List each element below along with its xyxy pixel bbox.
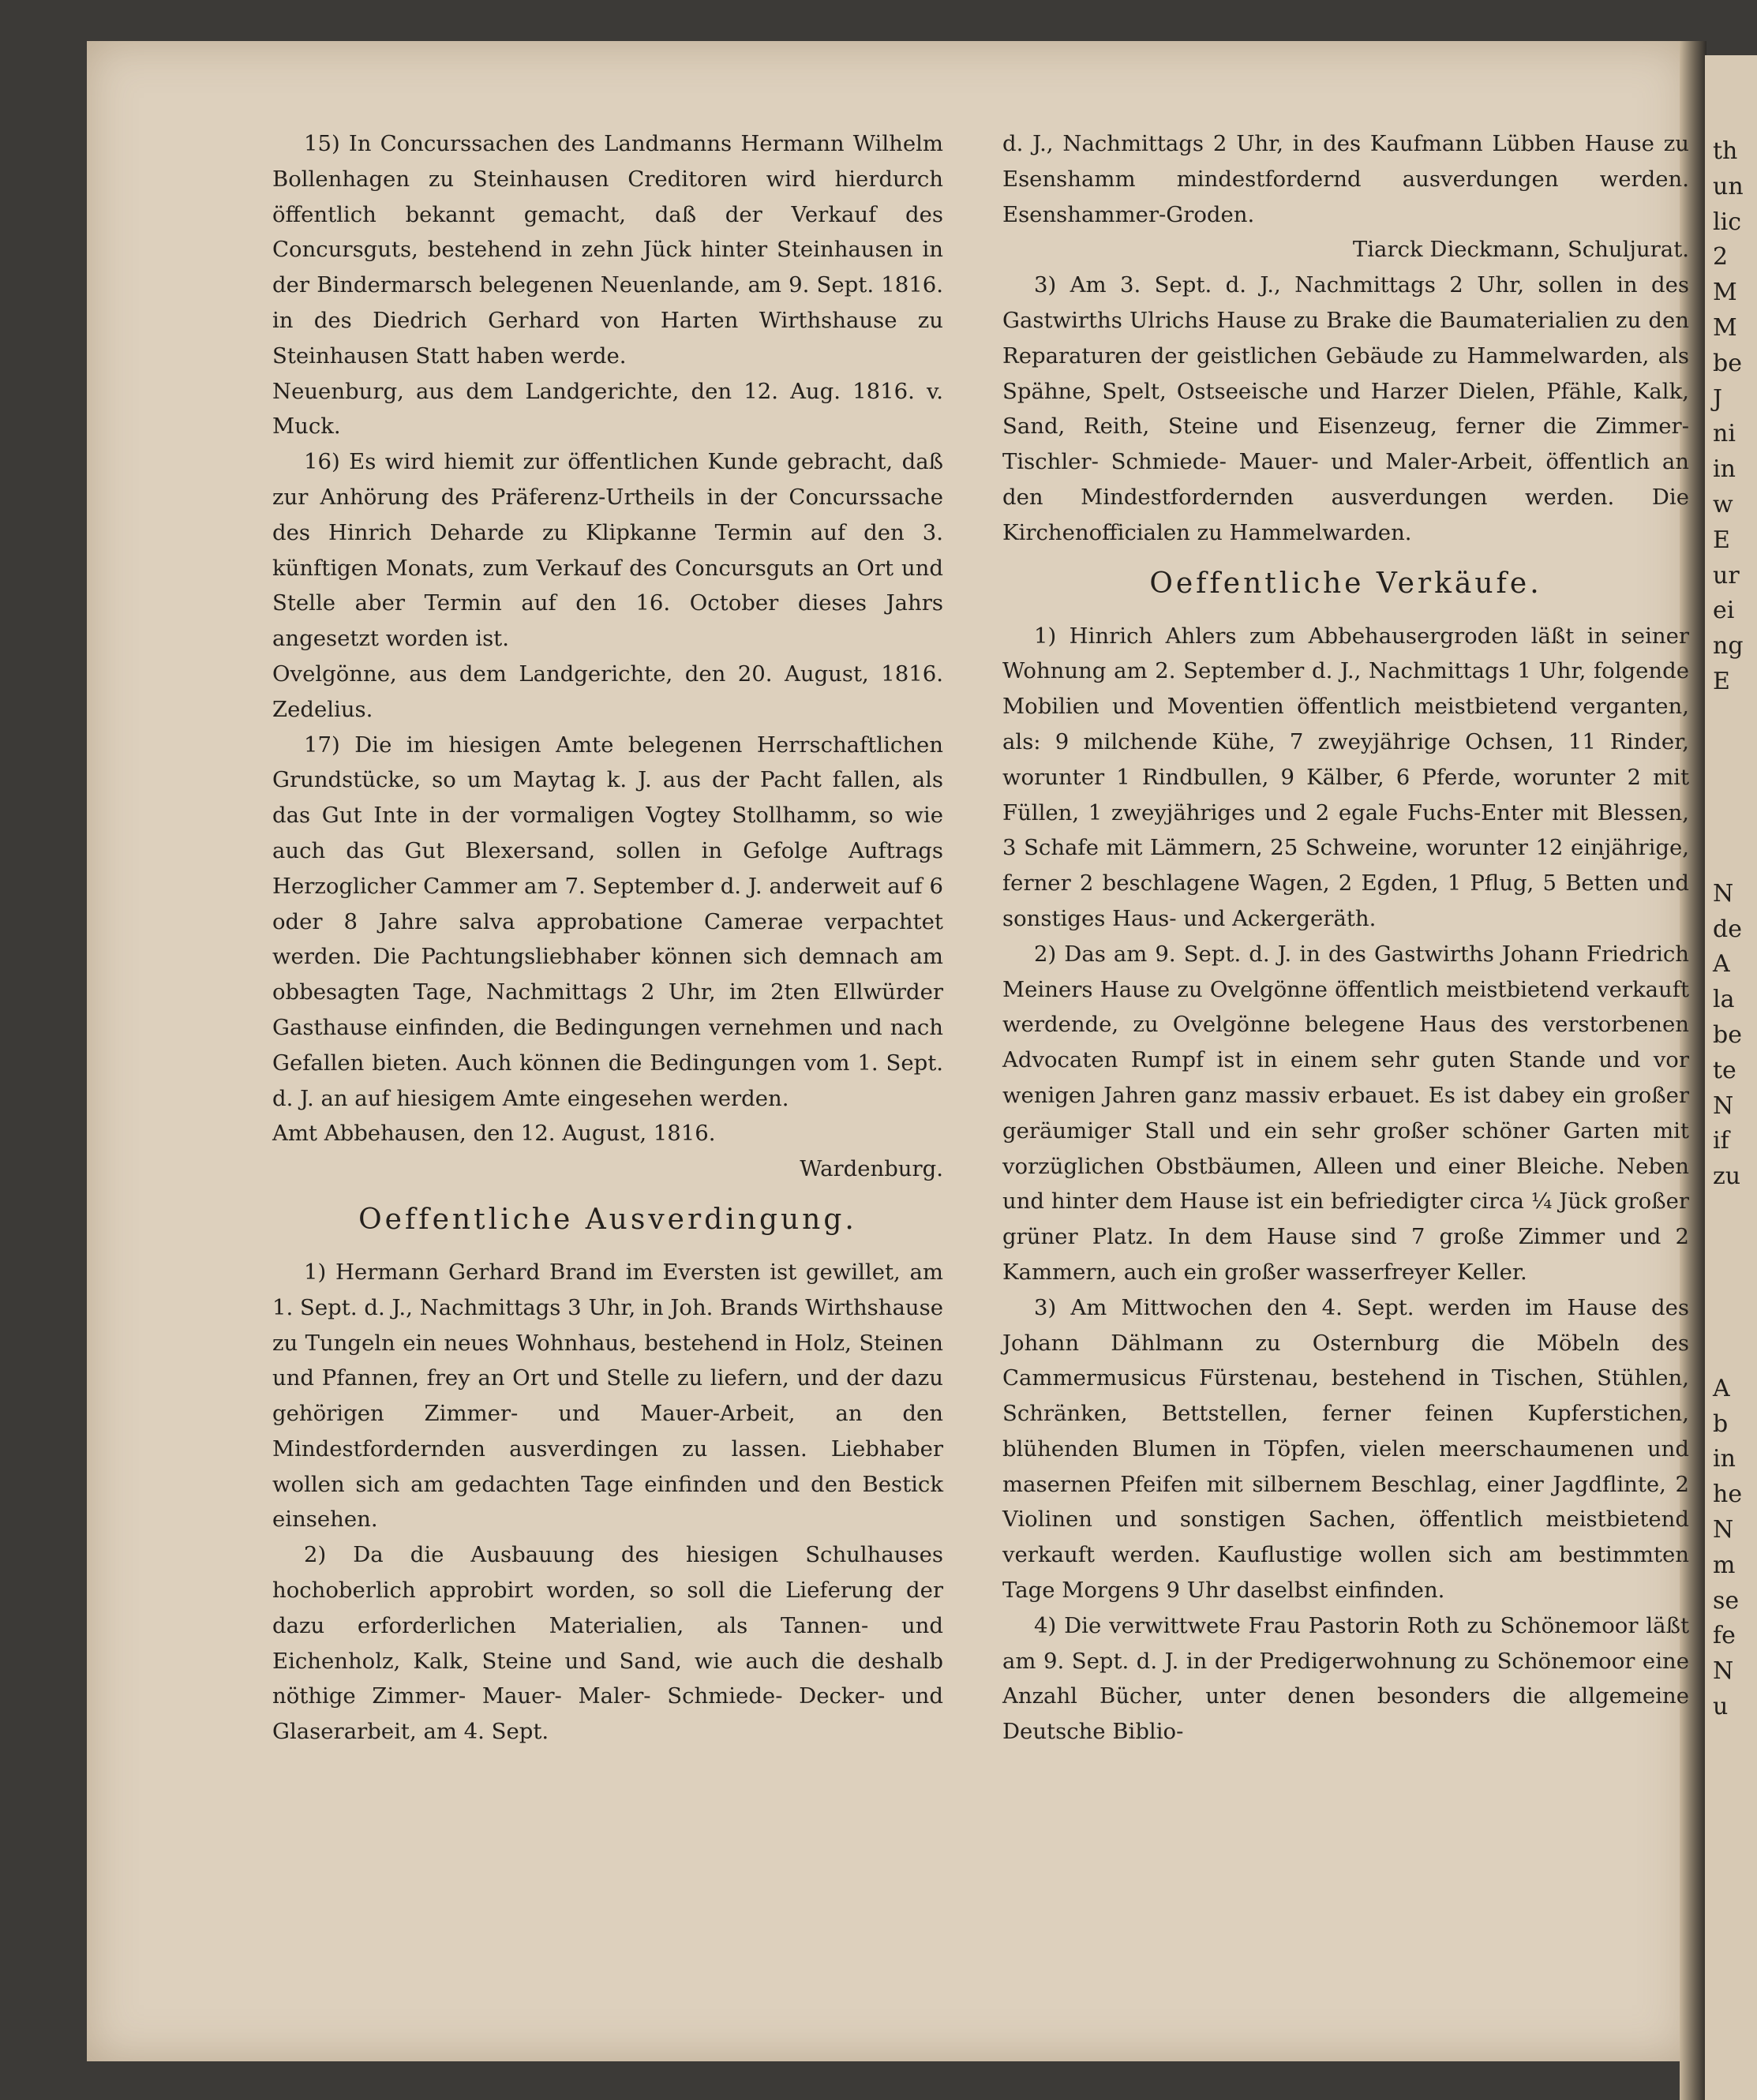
next-page-fragment: de xyxy=(1713,915,1742,943)
next-page-fragment: 2 xyxy=(1713,243,1729,271)
next-page-fragment: J xyxy=(1713,384,1723,413)
left-column xyxy=(272,126,943,1750)
next-page-fragment: he xyxy=(1713,1480,1743,1509)
next-page-fragment: un xyxy=(1713,172,1744,200)
notice-16-signature: Ovelgönne, aus dem Landgerichte, den 20. August, 1816. Zedelius. xyxy=(272,661,943,722)
next-page-edge xyxy=(1705,55,1757,2100)
next-page-fragment: te xyxy=(1713,1056,1736,1084)
ausverdingung-3: 3) Am 3. Sept. d. J., Nachmittags 2 Uhr, sollen in des Gastwirths Ulrichs Hause zu Brake die Baumaterialien zu den Reparaturen der geistlichen Gebäude zu Hammelwarden, als Spähne, Spelt, Ostseeische und Harzer Dielen, Pfähle, Kalk, Sand, Reith, Steine und Eisenzeug, ferner die Zimmer- Tischler- Schmiede- Mauer- und Maler-Arbeit, öffentlich an den Mindestfordernden ausverdungen werden. Die Kirchenofficialen zu Hammelwarden. xyxy=(1002,272,1689,545)
next-page-fragment: b xyxy=(1713,1409,1729,1438)
next-page-fragment xyxy=(1705,1195,1757,1230)
next-page-fragment xyxy=(1705,1336,1757,1372)
next-page-fragment: ni xyxy=(1713,420,1736,448)
next-page-fragment: la xyxy=(1713,986,1735,1014)
verkauf-4: 4) Die verwittwete Frau Pastorin Roth zu Schönemoor läßt am 9. Sept. d. J. in der Predigerwohnung zu Schönemoor eine Anzahl Bücher, unter denen besonders die allgemeine Deutsche Biblio- xyxy=(1002,1612,1689,1745)
ausverdingung-2-continued: d. J., Nachmittags 2 Uhr, in des Kaufmann Lübben Hause zu Esenshamm mindestfordernd ausverdungen werden. Esenshammer-Groden. xyxy=(1002,131,1689,227)
ausverdingung-2-signature: Tiarck Dieckmann, Schuljurat. xyxy=(1352,237,1689,263)
next-page-fragment: lic xyxy=(1713,208,1741,236)
next-page-fragment xyxy=(1705,806,1757,841)
verkauf-2: 2) Das am 9. Sept. d. J. in des Gastwirths Johann Friedrich Meiners Hause zu Ovelgönne öffentlich meistbietend verkauft werdende, zu Ovelgönne belegene Haus des verstorbenen Advocaten Rumpf ist in einem sehr guten Stande und vor wenigen Jahren ganz massiv erbauet. Es ist dabey ein großer geräumiger Stall und ein sehr großer schöner Garten mit vorzüglichen Obstbäumen, Alleen und einer Bleiche. Neben und hinter dem Hause ist ein befriedigter circa ¼ Jück großer grüner Platz. In dem Hause sind 7 große Zimmer und 2 Kammern, auch ein großer wasserfreyer Keller. xyxy=(1002,941,1689,1285)
next-page-fragment: fe xyxy=(1713,1622,1736,1650)
next-page-fragment: ng xyxy=(1713,632,1744,661)
verkauf-3: 3) Am Mittwochen den 4. Sept. werden im Hause des Johann Dählmann zu Osternburg die Möbeln des Cammermusicus Fürstenau, bestehend in Tischen, Stühlen, Schränken, Bettstellen, ferner feinen Kupferstichen, blühenden Blumen in Töpfen, vielen meerschaumenen und masernen Pfeifen mit silbernem Beschlag, einer Jagdflinte, 2 Violinen und sonstigen Sachen, öffentlich meistbietend verkauft werden. Kauflustige wollen sich am bestimmten Tage Morgens 9 Uhr daselbst einfinden. xyxy=(1002,1294,1689,1604)
next-page-fragment: ei xyxy=(1713,597,1735,625)
next-page-fragment xyxy=(1705,736,1757,771)
next-page-fragment: if xyxy=(1713,1127,1729,1155)
next-page-fragment: N xyxy=(1713,1657,1734,1686)
next-page-fragment: be xyxy=(1713,1020,1742,1049)
right-column xyxy=(1002,126,1689,1750)
next-page-fragment: N xyxy=(1713,1091,1734,1120)
ausverdingung-1: 1) Hermann Gerhard Brand im Eversten ist gewillet, am 1. Sept. d. J., Nachmittags 3 Uhr, in Joh. Brands Wirthshause zu Tungeln ein neues Wohnhaus, bestehend in Holz, Steinen und Pfannen, frey an Ort und Stelle zu liefern, und der dazu gehörigen Zimmer- und Mauer-Arbeit, an den Mindestfordernden ausverdingen zu lassen. Liebhaber wollen sich am gedachten Tage einfinden und den Bestick einsehen. xyxy=(272,1259,943,1533)
notice-15-signature: Neuenburg, aus dem Landgerichte, den 12. Aug. 1816. v. Muck. xyxy=(272,378,943,440)
next-page-fragment: in xyxy=(1713,455,1736,484)
next-page-fragment xyxy=(1705,1266,1757,1301)
next-page-fragment xyxy=(1705,1230,1757,1266)
next-page-fragment: se xyxy=(1713,1586,1740,1615)
ausverdingung-2: 2) Da die Ausbauung des hiesigen Schulhauses hochoberlich approbirt worden, so soll die Lieferung der dazu erforderlichen Materialien, als Tannen- und Eichenholz, Kalk, Steine und Sand, wie auch die deshalb nöthige Zimmer- Mauer- Maler- Schmiede- Decker- und Glaserarbeit, am 4. Sept. xyxy=(272,1542,943,1745)
next-page-fragment: E xyxy=(1713,667,1730,695)
notice-15: 15) In Concurssachen des Landmanns Hermann Wilhelm Bollenhagen zu Steinhausen Creditoren wird hierdurch öffentlich bekannt gemacht, daß der Verkauf des Concursguts, bestehend in zehn Jück hinter Steinhausen in der Bindermarsch belegenen Neuenlande, am 9. Sept. 1816. in des Diedrich Gerhard von Harten Wirthshause zu Steinhausen Statt haben werde. xyxy=(272,131,943,369)
section-heading-verkaeufe: Oeffentliche Verkäufe. xyxy=(1149,567,1542,600)
next-page-fragment: m xyxy=(1713,1551,1736,1579)
next-page-fragment: w xyxy=(1713,490,1733,518)
next-page-fragment: th xyxy=(1713,137,1738,165)
next-page-fragment xyxy=(1705,841,1757,877)
notice-17-signature-name: Wardenburg. xyxy=(800,1156,943,1182)
next-page-fragment: ur xyxy=(1713,561,1740,590)
next-page-fragment xyxy=(1705,700,1757,736)
next-page-fragment: A xyxy=(1713,950,1730,979)
next-page-fragment: u xyxy=(1713,1693,1729,1721)
next-page-fragment: M xyxy=(1713,313,1737,342)
next-page-fragment: N xyxy=(1713,1516,1734,1544)
next-page-fragment: be xyxy=(1713,349,1742,377)
next-page-fragment: E xyxy=(1713,526,1730,554)
notice-17-signature: Amt Abbehausen, den 12. August, 1816. xyxy=(272,1121,716,1147)
verkauf-1: 1) Hinrich Ahlers zum Abbehausergroden läßt in seiner Wohnung am 2. September d. J., Nachmittags 1 Uhr, folgende Mobilien und Moventien öffentlich meistbietend verganten, als: 9 milchende Kühe, 7 zweyjährige Ochsen, 11 Rinder, worunter 1 Rindbullen, 9 Kälber, 6 Pferde, worunter 2 mit Füllen, 1 zweyjähriges und 2 egale Fuchs-Enter mit Blessen, 3 Schafe mit Lämmern, 25 Schweine, worunter 12 einjährige, ferner 2 beschlagene Wagen, 2 Egden, 1 Pflug, 5 Betten und sonstiges Haus- und Ackergeräth. xyxy=(1002,623,1689,931)
next-page-fragment: zu xyxy=(1713,1162,1741,1191)
next-page-fragment: A xyxy=(1713,1374,1730,1402)
next-page-fragment xyxy=(1705,1301,1757,1336)
next-page-fragment xyxy=(1705,770,1757,806)
section-heading-ausverdingung: Oeffentliche Ausverdingung. xyxy=(358,1203,857,1236)
next-page-fragment: M xyxy=(1713,279,1737,307)
next-page-fragment: N xyxy=(1713,879,1734,908)
next-page-fragment: in xyxy=(1713,1445,1736,1473)
notice-17: 17) Die im hiesigen Amte belegenen Herrschaftlichen Grundstücke, so um Maytag k. J. aus der Pacht fallen, als das Gut Inte in der vormaligen Vogtey Stollhamm, so wie auch das Gut Blexersand, sollen in Gefolge Auftrags Herzoglicher Cammer am 7. September d. J. anderweit auf 6 oder 8 Jahre salva approbatione Camerae verpachtet werden. Die Pachtungsliebhaber können sich demnach am obbesagten Tage, Nachmittags 2 Uhr, im 2ten Ellwürder Gasthause einfinden, die Bedingungen vernehmen und nach Gefallen bieten. Auch können die Bedingungen vom 1. Sept. d. J. an auf hiesigem Amte eingesehen werden. xyxy=(272,732,943,1111)
notice-16: 16) Es wird hiemit zur öffentlichen Kunde gebracht, daß zur Anhörung des Präferenz-Urtheils in der Concurssache des Hinrich Deharde zu Klipkanne Termin auf den 3. künftigen Monats, zum Verkauf des Concursguts an Ort und Stelle aber Termin auf den 16. October dieses Jahrs angesetzt worden ist. xyxy=(272,449,943,652)
